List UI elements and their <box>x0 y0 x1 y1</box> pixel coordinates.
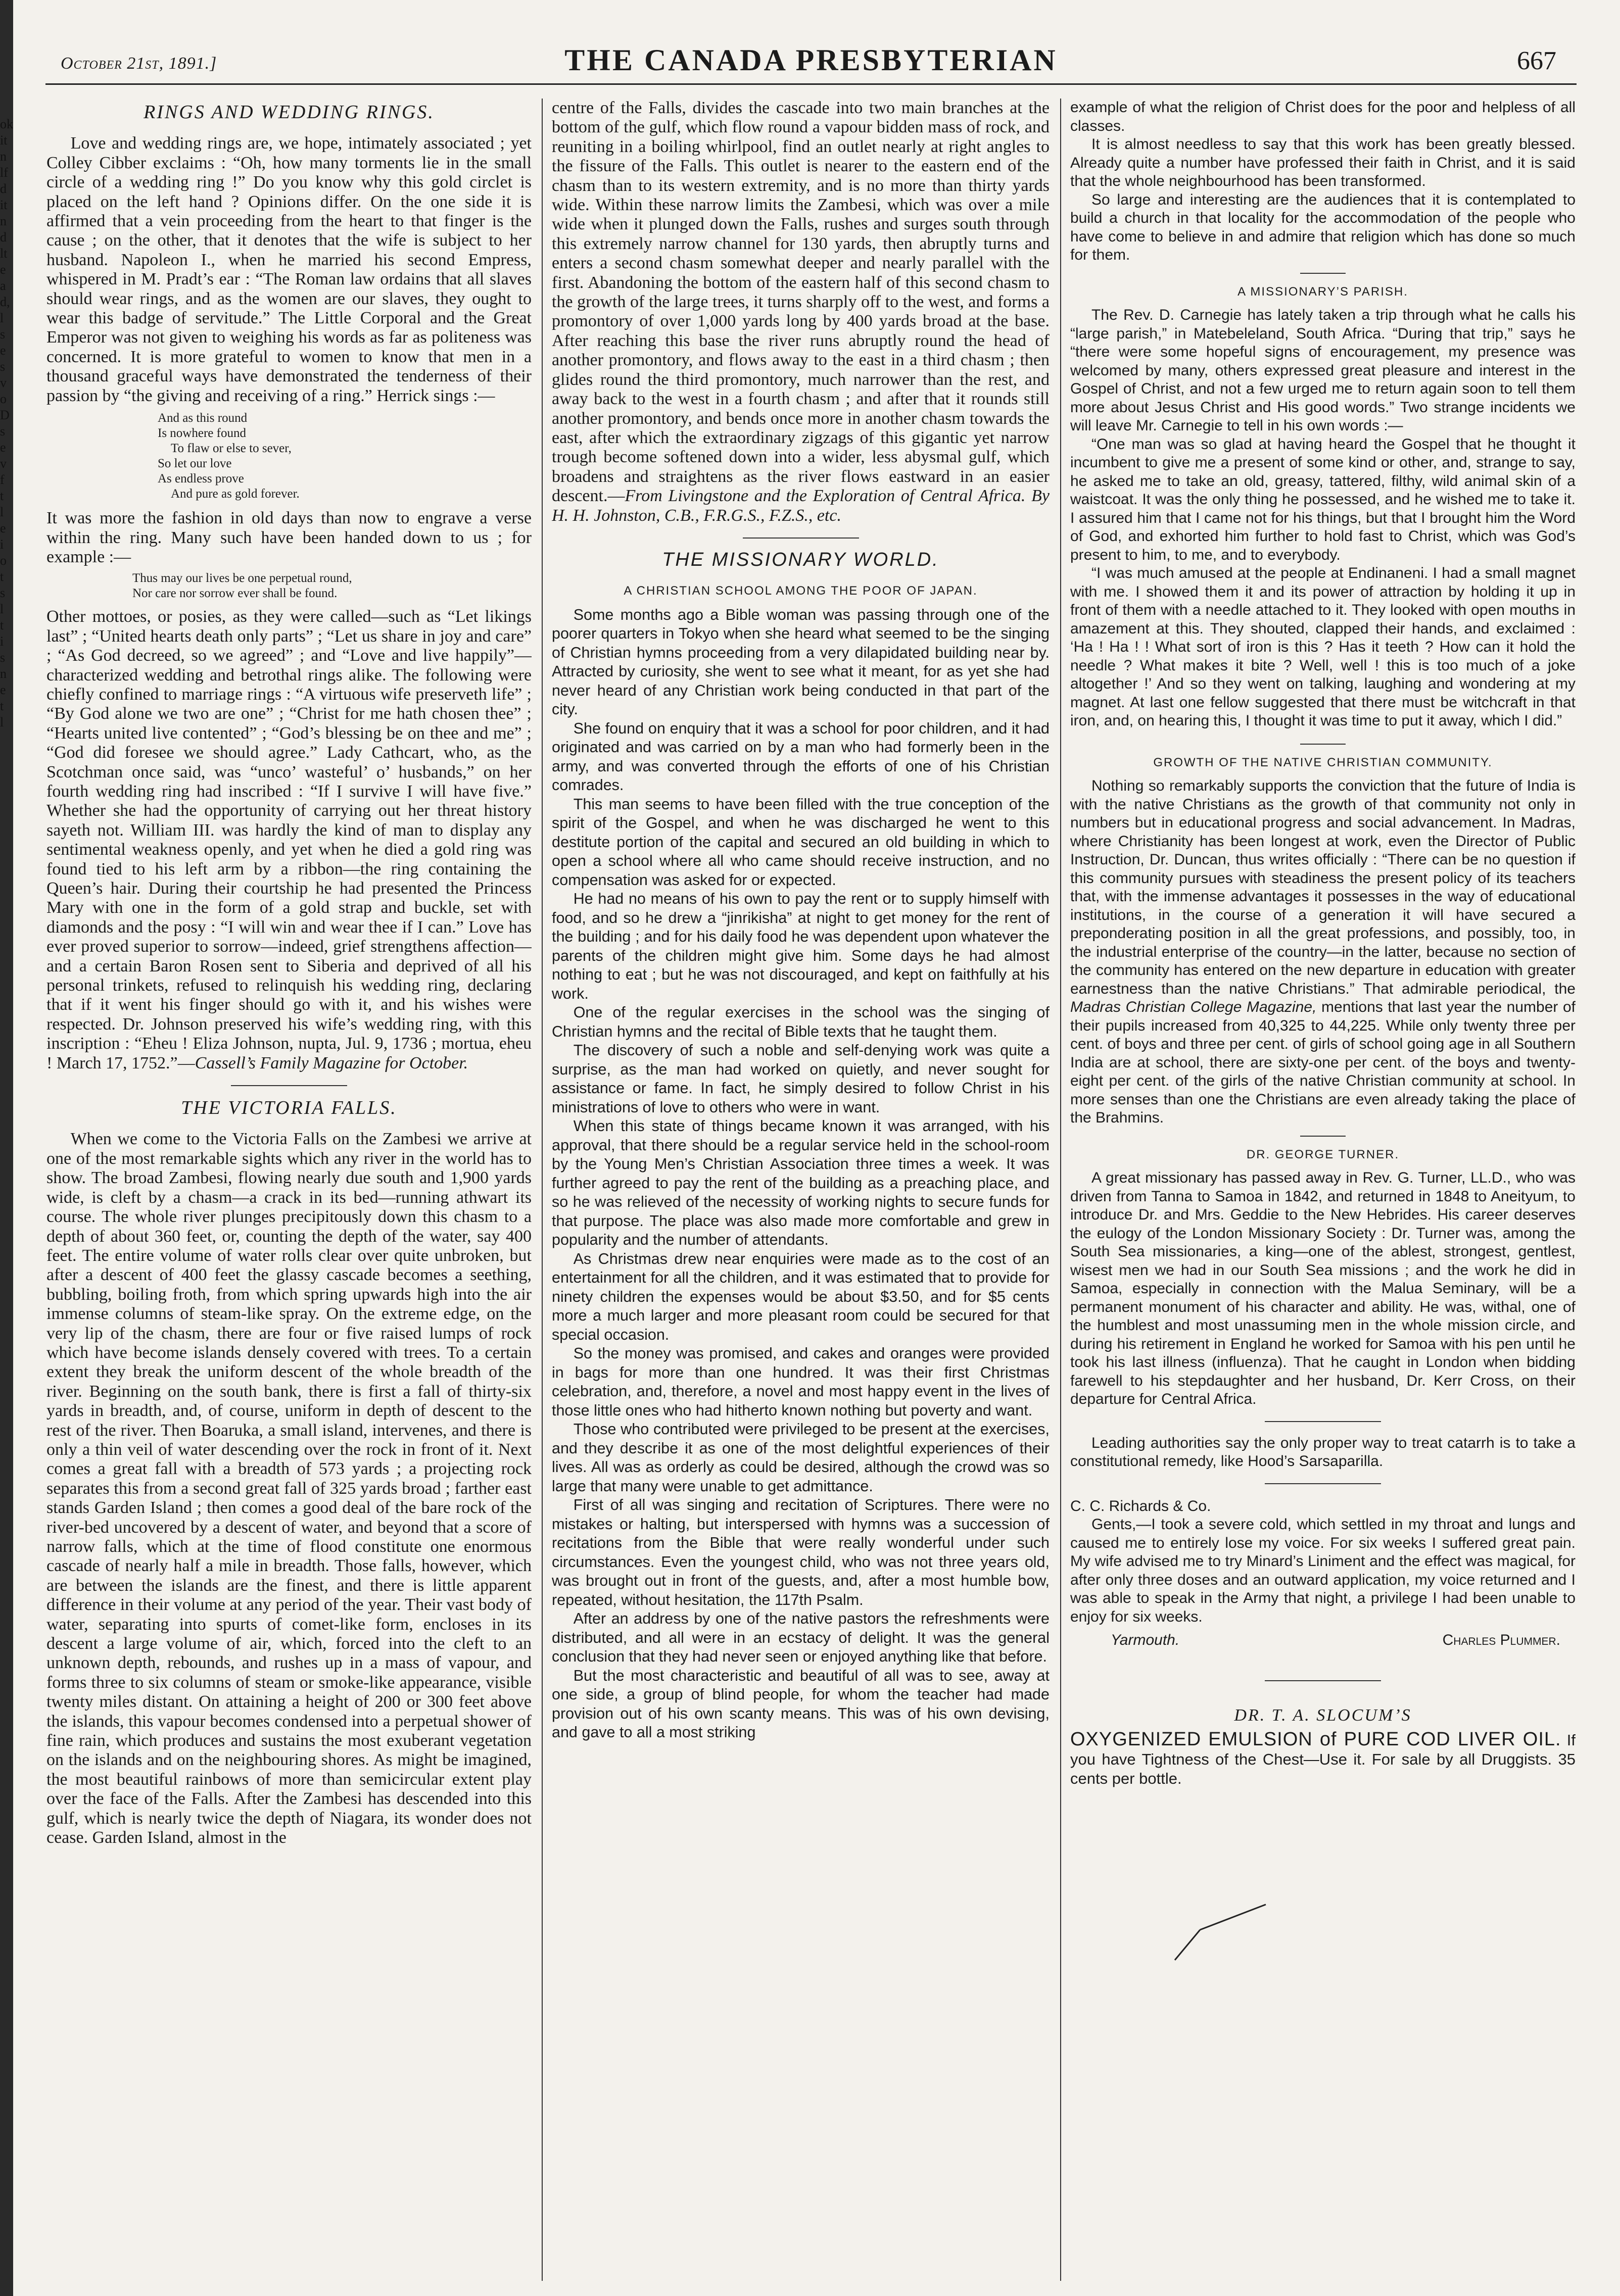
gutter-letter: n <box>0 149 7 164</box>
paragraph: One of the regular exercises in the school was the singing of Christian hymns and the recital of Bible texts that he taught them. <box>552 1004 1050 1040</box>
gutter-letter: s <box>0 359 6 374</box>
gutter-letter: o <box>0 553 7 568</box>
paragraph: So large and interesting are the audiences that it is contemplated to build a church in that locality for the accommodation of the people who have come to believe in and admire that religion which has done so much for them. <box>1070 191 1576 263</box>
article-body <box>552 606 1050 1742</box>
letter-body: Gents,—I took a severe cold, which settled in my throat and lungs and caused me to entirely lose my voice. For six weeks I suffered great pain. My wife advised me to try Minard’s Liniment and the effect was magical, for after only three doses and an outward application, my voice returned and I was able to speak in the Army that night, a privilege I had been unable to enjoy for six weeks. <box>1070 1516 1576 1625</box>
page-header <box>45 43 1577 78</box>
gutter-letter: D <box>0 408 10 422</box>
poem-line: So let our love <box>158 457 232 471</box>
column-divider <box>542 99 543 2281</box>
gutter-letter: s <box>0 327 6 341</box>
section-rule <box>1300 1136 1346 1137</box>
gutter-letter: i <box>0 634 4 649</box>
gutter-letter: l <box>0 602 4 616</box>
gutter-letter: e <box>0 343 6 358</box>
gutter-letter: i <box>0 537 4 552</box>
gutter-letter: d <box>0 181 7 196</box>
periodical-name: Madras Christian College Magazine, <box>1070 999 1317 1015</box>
gutter-letter: v <box>0 375 7 390</box>
poem <box>158 411 532 502</box>
section-rule <box>1265 1483 1381 1484</box>
poem-line: Is nowhere found <box>158 426 246 441</box>
gutter-letter: e <box>0 262 6 277</box>
article-subhead: A MISSIONARY’S PARISH. <box>1237 284 1408 299</box>
paragraph: She found on enquiry that it was a school for poor children, and it had originated and was carried on by a man who had formerly been in the army, and was converted through the efforts of one of his Christian comrades. <box>552 719 1050 794</box>
paragraph-text: Other mottoes, or posies, as they were called—such as “Let likings last” ; “United hearts death only parts” ; “Let us share in joy and care” ; “As God decreed, so we agreed” ; and “Love and live happily”—characterized wedding and betrothal rings alike. The following were chiefly confined to marriage rings : “A virtuous wife preserveth life” ; “By God alone we two are one” ; “Christ for me hath chosen thee” ; “Hearts united live contented” ; “God’s blessing be on thee and me” ; “God did foresee we should agree.” Lady Cathcart, who, as the Scotchman once said, was “unco’ wasteful’ o’ husbands,” on her fourth wedding ring had inscribed : “If I survive I will have five.” Whether she had the opportunity of carrying out her threat history sayeth not. William III. was hardly the kind of man to display any sentimental weakness openly, and yet when he died a gold ring was found tied to his left arm by a ribbon—the ring containing the Queen’s hair. During their courtship he had presented the Princess Mary with one in the form of a gold strap and buckle, set with diamonds and the posy : “I will win and wear thee if I can.” Love has ever proved superior to sorrow—indeed, grief strengthens affection—and a certain Baron Rosen sent to Siberia and deprived of all his personal trinkets, refused to relinquish his wedding ring, declaring that if it went his finger should go with it, and his wishes were respected. Dr. Johnson preserved his wife’s wedding ring, with this inscription : “Eheu ! Eliza Johnson, nupta, Jul. 9, 1736 ; mortua, eheu ! March 17, 1752.”— <box>46 607 532 1072</box>
paragraph: The Rev. D. Carnegie has lately taken a trip through what he calls his “large parish,” in Matebeleland, South Africa. “During that trip,” says he “there were some hopeful signs of encouragement, my presence was welcomed by many, others expressed great pleasure and interest in the Gospel of Christ, and not a few urged me to return again soon to tell them more about Jesus Christ and His good words.” Two strange incidents we will leave Mr. Carnegie to tell in his own words :— <box>1070 307 1576 434</box>
masthead-title: THE CANADA PRESBYTERIAN <box>564 43 1058 77</box>
poem-line: And as this round <box>158 411 248 425</box>
paragraph <box>46 607 532 1073</box>
poem <box>132 571 532 601</box>
paragraph: Love and wedding rings are, we hope, intimately associated ; yet Colley Cibber exclaims : “Oh, how many torments lie in the small circle of a wedding ring !” Do you know why this gold circlet is placed on the left hand ? Opinions differ. On the one side it is affirmed that a vein proceeding from the heart to that finger is the cause ; on the other, that it denotes that the wife is subject to her husband. Napoleon I., when he married his second Empress, whispered in M. Pradt’s ear : “The Roman law ordains that all slaves should wear rings, and as the women are our slaves, they ought to wear this badge of servitude.” The Little Corporal and the Great Emperor was not given to weighing his words as far as politeness was concerned. It is more grateful to women to know that men in a thousand graceful ways have demonstrated the tenderness of their passion by “the giving and receiving of a ring.” Herrick sings :— <box>46 134 532 405</box>
gutter-letter: s <box>0 585 6 600</box>
advertisement-product: OXYGENIZED EMULSION of PURE COD LIVER OIL. <box>1070 1729 1561 1750</box>
article-continuation <box>552 99 1050 525</box>
gutter-letter: t <box>0 569 4 584</box>
section-rule <box>1300 744 1346 745</box>
paragraph-text: centre of the Falls, divides the cascade into two main branches at the bottom of the gulf, which flow round a vapour bidden mass of rock, and reuniting in a boiling whirlpool, find an outlet nearly at right angles to the fissure of the Falls. This outlet is nearer to the eastern end of the chasm than to its western extremity, and is no more than thirty yards wide. Within these narrow limits the Zambesi, which was over a mile wide when it plunged down the Falls, rushes and surges south through this extremely narrow channel for 130 yards, then abruptly turns and enters a second chasm somewhat deeper and nearly parallel with the first. Abandoning the bottom of the eastern half of this second chasm to the growth of the large trees, it turns sharply off to the west, and forms a promontory of over 1,000 yards long by 400 yards broad at the base. After reaching this base the river runs abruptly round the head of another promontory, and flows away to the east in a third chasm ; then glides round the third promontory, much narrower than the rest, and away back to the west in a fourth chasm ; and after that it rounds still another promontory, and bends once more in another chasm towards the east, after which the extraordinary zigzags of this gigantic yet narrow trough become softened down into a wider, less abysmal gulf, which broadens and straightens as the river flows eastward in an easier descent.— <box>552 99 1050 506</box>
letter-address: C. C. Richards & Co. <box>1070 1497 1211 1515</box>
advertisement-title: DR. T. A. SLOCUM’S <box>1234 1705 1412 1725</box>
paragraph: So the money was promised, and cakes and oranges were provided in bags for more than one hundred. It was their first Christmas celebration, and, therefore, a novel and most happy event in the lives of those little ones who had hitherto known nothing but poverty and want. <box>552 1345 1050 1419</box>
gutter-letter: s <box>0 650 6 665</box>
source-citation: From Livingstone and the Exploration of Central Africa. By H. H. Johnston, C.B., F.R.G.S., F.Z.S., etc. <box>552 486 1050 525</box>
gutter-letter: o <box>0 392 7 406</box>
gutter-letter: s <box>0 424 6 438</box>
article-title: THE VICTORIA FALLS. <box>181 1097 397 1119</box>
article-subhead: GROWTH OF THE NATIVE CHRISTIAN COMMUNITY. <box>1153 755 1493 769</box>
letter-signature-line <box>1111 1631 1560 1650</box>
column-1 <box>46 99 532 2286</box>
poem-line: Nor care nor sorrow ever shall be found. <box>132 587 338 601</box>
article-title: RINGS AND WEDDING RINGS. <box>144 102 435 123</box>
paragraph: It is almost needless to say that this work has been greatly blessed. Already quite a number have professed their faith in Christ, and it is said that the whole neighbourhood has been transformed. <box>1070 136 1576 189</box>
gutter-letter: d <box>0 230 7 245</box>
paragraph <box>552 99 1050 525</box>
paragraph: example of what the religion of Christ does for the poor and helpless of all classes. <box>1070 99 1576 134</box>
poem-line: Thus may our lives be one perpetual round, <box>132 571 352 585</box>
paragraph: But the most characteristic and beautiful of all was to see, away at one side, a group of blind people, for whom the teacher had made provision out of his own scanty means. This was of his own devising, and gave to all a most striking <box>552 1667 1050 1741</box>
gutter-letter: n <box>0 666 7 681</box>
paragraph: Some months ago a Bible woman was passing through one of the poorer quarters in Tokyo when she heard what seemed to be the singing of Christian hymns proceeding from a very dilapidated building near by. Attracted by curiosity, she went to see what it meant, for as yet she had never heard of any Christian work being conducted in that part of the city. <box>552 606 1050 718</box>
article-body <box>1070 306 1576 730</box>
gutter-letter: n <box>0 214 7 228</box>
gutter-letter: it <box>0 133 8 148</box>
paragraph: Those who contributed were privileged to be present at the exercises, and they describe it as one of the most delightful experiences of their lives. All was as orderly as could be desired, although the crowd was so large that many were unable to get admittance. <box>552 1421 1050 1495</box>
paragraph: A great missionary has passed away in Rev. G. Turner, LL.D., who was driven from Tanna to Samoa in 1842, and returned in 1848 to Aneityum, to introduce Dr. and Mrs. Geddie to the New Hebrides. His career deserves the eulogy of the London Missionary Society : Dr. Turner was, among the South Sea missionaries, a king—one of the ablest, strongest, gentlest, wisest men we had in our South Sea missions ; and the work he did in Samoa, especially in connection with the Malua Seminary, will be a permanent monument of his character and ability. He was, withal, one of the humblest and most unassuming men in the whole mission circle, and during his retirement in England he worked for Samoa with his pen until he took his last illness (influenza). That he caught in London when bidding farewell to his stepdaughter and her husband, Dr. Kerr Cross, on their departure for Central Africa. <box>1070 1169 1576 1407</box>
paragraph-text: Nothing so remarkably supports the conviction that the future of India is with the native Christians as the growth of that community not only in numbers but in educational progress and social advancement. In Madras, where Christianity has been longest at work, even the Director of Public Instruction, Dr. Duncan, thus writes officially : “There can be no question if this community pursues with steadiness the present policy of its teachers that, with the immense advantages it possesses in the way of educational institutions, in the course of a generation it will have secured a preponderating position in all the great professions, and possibly, too, in the industrial enterprise of the country—in the latter, because no section of the community has entered on the new departure in education with greater earnestness than the native Christians.” That admirable periodical, the <box>1070 777 1576 997</box>
poem-line: To flaw or else to sever, <box>171 442 292 456</box>
paragraph: When we come to the Victoria Falls on the Zambesi we arrive at one of the most remarkable sights which any river in the world has to show. The broad Zambesi, flowing nearly due south and 1,900 yards wide, is cleft by a chasm—a crack in its bed—running athwart its course. The whole river plunges precipitously down this chasm to a depth of about 360 feet, or, counting the depth of the water, say 400 feet. The entire volume of water rolls clear over quite unbroken, but after a descent of 400 feet the glassy cascade becomes a seething, bubbling, boiling froth, from which spring upwards high into the air immense columns of steam-like spray. On the extreme edge, on the very lip of the chasm, there are four or five raised lumps of rock which have become islands densely covered with trees. To a certain extent they break the uniform descent of the whole breadth of the river. Beginning on the south bank, there is first a fall of thirty-six yards in breadth, and, of course, uniform in depth of descent to the rest of the river. Then Boaruka, a small island, intervenes, and there is only a thin veil of water descending over the rock in front of it. Next comes a great fall with a breadth of 573 yards ; a projecting rock separates this from a second great fall of 325 yards broad ; farther east stands Garden Island ; then comes a good deal of the bare rock of the river-bed uncovered by a descent of water, and beyond that a score of narrow falls, which at the time of flood constitute one enormous cascade of nearly half a mile in breadth. Those falls, however, which are between the islands are the finest, and there is little apparent difference in their volume at any period of the year. Their vast body of water, separating into spurts of comet-like form, encloses in its descent a large volume of air, which, forced into the cleft to an unknown depth, rebounds, and rushes up in a mass of vapour, and forms three to six columns of steam or smoke-like appearance, visible twenty miles distant. On attaining a height of 200 or 300 feet above the islands, this vapour becomes condensed into a perpetual shower of fine rain, which produces and sustains the most exuberant vegetation on the islands and on the neighbouring shores. As might be imagined, the most beautiful rainbows of more than semicircular extent play over the face of the Falls. After the Zambesi has descended into this gulf, which is nearly twice the depth of Niagara, its wonder does not cease. Garden Island, almost in the <box>46 1130 532 1847</box>
gutter-letter: t <box>0 488 4 503</box>
gutter-letter: lf <box>0 165 8 180</box>
column-2 <box>552 99 1050 2286</box>
paragraph: The discovery of such a noble and self-denying work was quite a surprise, as the man had worked on quietly, and never sought for assistance or fame. In fact, he simply desired to follow Christ in his ministrations of love to others who were in want. <box>552 1042 1050 1116</box>
issue-date: October 21st, 1891.] <box>61 54 217 73</box>
paragraph: After an address by one of the native pastors the refreshments were distributed, and all were in an ecstacy of delight. It was the general conclusion that they had never seen or enjoyed anything like that before. <box>552 1610 1050 1666</box>
gutter-letter: l <box>0 715 4 729</box>
source-citation: Cassell’s Family Magazine for October. <box>195 1053 468 1072</box>
advertisement-body <box>1070 1730 1576 1788</box>
poem-line: As endless prove <box>158 472 244 486</box>
paragraph-text: mentions that last year the number of their pupils increased from 40,325 to 44,225. While only twenty three per cent. of boys and three per cent. of girls of school going age in all Southern India are at school, there are sixty-one per cent. of the boys and twenty-eight per cent. of the girls of the native Christian community at school. In more senses than one the Christians are even already taking the place of the Brahmins. <box>1070 999 1576 1126</box>
column-divider <box>1060 99 1061 2281</box>
section-title: THE MISSIONARY WORLD. <box>662 549 939 570</box>
gutter-letter: lt <box>0 246 8 261</box>
gutter-letter: t <box>0 618 4 632</box>
paragraph: “One man was so glad at having heard the Gospel that he thought it incumbent to give me a present of some kind or other, and, strange to say, he asked me to take an old, greasy, tattered, filthy, wild animal skin of a waistcoat. It was the only thing he possessed, and he wished me to take it. I assured him that I came not for his things, but that I brought him the Word of God, and exhorted him further to hold fast to Christ, which was God’s present to him, to me, and to everybody. <box>1070 435 1576 563</box>
letter-signature: Charles Plummer. <box>1442 1632 1560 1648</box>
section-rule <box>1265 1421 1381 1422</box>
section-rule <box>743 538 859 539</box>
letter-place: Yarmouth. <box>1111 1632 1180 1648</box>
poem-line: And pure as gold forever. <box>171 487 300 501</box>
gutter-letters <box>0 116 11 730</box>
article-subhead: A CHRISTIAN SCHOOL AMONG THE POOR OF JAPAN. <box>624 584 978 598</box>
advertisement: Leading authorities say the only proper way to treat catarrh is to take a constitutional remedy, like Hood’s Sarsaparilla. <box>1070 1434 1576 1470</box>
paragraph: As Christmas drew near enquiries were made as to the cost of an entertainment for all the children, and it was estimated that to provide for ninety children the expenses would be about $3.50, and for $5 cents more a much larger and more pleasant room could be secured for that special occasion. <box>552 1250 1050 1343</box>
pen-checkmark-mark <box>1170 1899 1271 1970</box>
gutter-letter: a <box>0 278 6 293</box>
paragraph: When this state of things became known it was arranged, with his approval, that there should be a regular service held in the school-room by the Young Men’s Christian Association three times a week. It was further agreed to pay the rent of the building as a preaching place, and so he was relieved of the necessity of working nights to secure funds for that purpose. The place was also made more comfortable and grew in popularity and the number of attendants. <box>552 1117 1050 1249</box>
paragraph <box>1070 777 1576 1128</box>
article-subhead: DR. GEORGE TURNER. <box>1246 1147 1400 1161</box>
gutter-letter: v <box>0 456 7 471</box>
gutter-letter: e <box>0 682 6 697</box>
column-3 <box>1070 99 1576 2286</box>
section-rule <box>1265 1680 1381 1681</box>
paragraph: It was more the fashion in old days than now to engrave a verse within the ring. Many such have been handed down to us ; for example :— <box>46 509 532 566</box>
paragraph: He had no means of his own to pay the rent or to supply himself with food, and so he drew a “jinrikisha” at night to get money for the rent of the building ; and for his daily food he was dependent upon whatever the parents of the children might give him. Some days he had almost nothing to eat ; but he was not discouraged, and kept on faithfully at his work. <box>552 890 1050 1002</box>
paragraph: First of all was singing and recitation of Scriptures. There were no mistakes or halting, but interspersed with hymns was a succession of recitations from the Bible that were really wonderful under such circumstances. Even the youngest child, who was not three years old, was brought out in front of the guests, and, after a most humble bow, repeated, without hesitation, the 117th Psalm. <box>552 1496 1050 1608</box>
paragraph: This man seems to have been filled with the true conception of the spirit of the Gospel, and when he was discharged he went to this destitute portion of the capital and secured an old building in which to open a school where all who came should receive instruction, and no compensation was asked for or expected. <box>552 795 1050 889</box>
gutter-letter: d, <box>0 295 10 309</box>
section-rule <box>1300 273 1346 274</box>
paragraph: “I was much amused at the people at Endinaneni. I had a small magnet with me. I showed them it and its power of attraction by holding it up in front of them with a needle attached to it. They looked with open mouths in amazement at this. They shouted, clapped their hands, and exclaimed : ‘Ha ! Ha ! ! What sort of iron is this ? Has it teeth ? How can it hold the needle ? What makes it bite ? Well, well ! this is too much of a joke altogether !’ And so they went on talking, laughing and wondering at my magnet. At last one fellow suggested that there must be witchcraft in that iron, and, on hearing this, I thought it was time to put it away, which I did.” <box>1070 565 1576 729</box>
gutter-letter: l <box>0 311 4 325</box>
gutter-letter: l <box>0 505 4 519</box>
gutter-letter: t <box>0 699 4 713</box>
page-number: 667 <box>1517 46 1556 75</box>
gutter-letter: ok <box>0 117 13 131</box>
advertisement-text: If you have Tightness of the Chest—Use it. For sale by all Druggists. 35 cents per bottle. <box>1070 1731 1576 1787</box>
gutter-letter: f <box>0 472 5 487</box>
header-rule <box>45 83 1577 85</box>
gutter-letter: it <box>0 198 8 212</box>
gutter-letter: e <box>0 440 6 455</box>
section-rule <box>231 1085 347 1086</box>
gutter-letter: e <box>0 521 6 535</box>
